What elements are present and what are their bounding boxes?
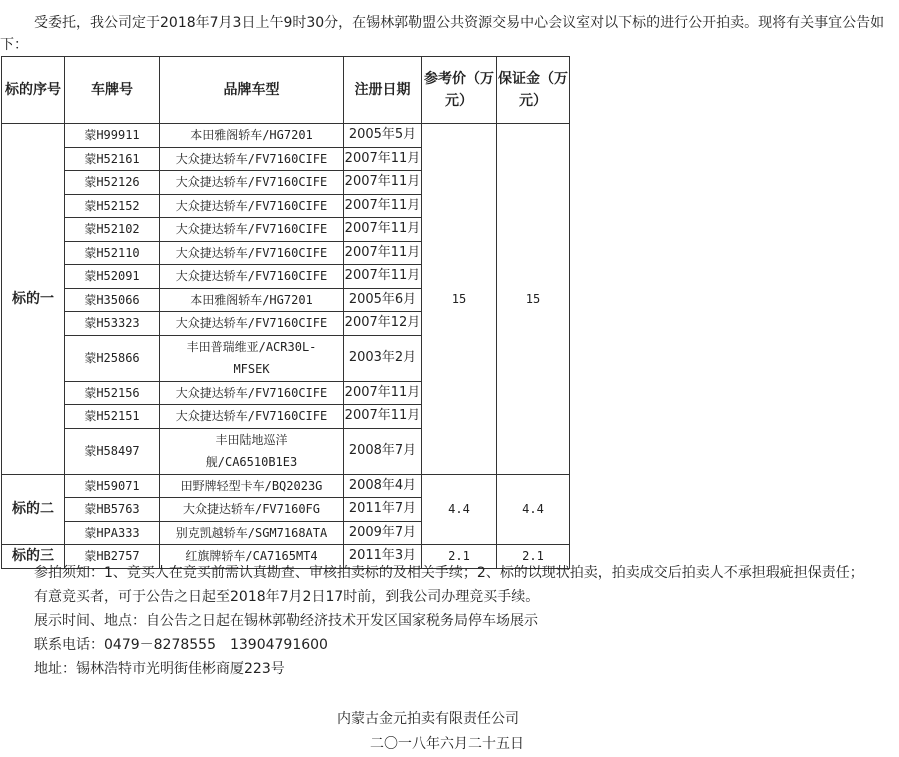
plate-cell: 蒙HB2757: [65, 545, 160, 569]
model-cell: 大众捷达轿车/FV7160CIFE: [160, 241, 344, 265]
notes-address: 地址：锡林浩特市光明街佳彬商厦223号: [34, 661, 285, 677]
register-date-cell: 2007年11月: [344, 241, 422, 265]
model-cell: 本田雅阁轿车/HG7201: [160, 288, 344, 312]
company-signature: 内蒙古金元拍卖有限责任公司: [337, 711, 519, 727]
model-cell: 丰田普瑞维亚/ACR30L-MFSEK: [160, 335, 344, 381]
plate-cell: 蒙H52102: [65, 218, 160, 242]
auction-table: [1, 56, 570, 569]
deposit-cell: 4.4: [497, 474, 570, 545]
table-header-row: [2, 57, 570, 124]
model-cell: 大众捷达轿车/FV7160CIFE: [160, 381, 344, 405]
notes-registration: 有意竞买者，可于公告之日起至2018年7月2日17时前，到我公司办理竞买手续。: [34, 589, 540, 605]
lot-name-cell: 标的一: [2, 124, 65, 475]
register-date-cell: 2007年11月: [344, 381, 422, 405]
register-date-cell: 2011年7月: [344, 498, 422, 522]
plate-cell: 蒙H58497: [65, 428, 160, 474]
header-register-date: 注册日期: [344, 57, 422, 124]
deposit-cell: 2.1: [497, 545, 570, 569]
notes-phone: 联系电话：0479－8278555 13904791600: [34, 637, 328, 653]
register-date-cell: 2005年6月: [344, 288, 422, 312]
register-date-cell: 2007年11月: [344, 218, 422, 242]
model-cell: 丰田陆地巡洋舰/CA6510B1E3: [160, 428, 344, 474]
plate-cell: 蒙H59071: [65, 474, 160, 498]
model-cell: 大众捷达轿车/FV7160CIFE: [160, 194, 344, 218]
plate-cell: 蒙H52151: [65, 405, 160, 429]
model-cell: 大众捷达轿车/FV7160CIFE: [160, 218, 344, 242]
register-date-cell: 2007年11月: [344, 194, 422, 218]
plate-cell: 蒙H52110: [65, 241, 160, 265]
plate-cell: 蒙H52152: [65, 194, 160, 218]
model-cell: 大众捷达轿车/FV7160CIFE: [160, 147, 344, 171]
model-cell: 本田雅阁轿车/HG7201: [160, 124, 344, 148]
notes-exhibition: 展示时间、地点：自公告之日起在锡林郭勒经济技术开发区国家税务局停车场展示: [34, 613, 538, 629]
reference-price-cell: 2.1: [422, 545, 497, 569]
register-date-cell: 2005年5月: [344, 124, 422, 148]
plate-cell: 蒙HPA333: [65, 521, 160, 545]
header-reference-price: 参考价（万元）: [422, 57, 497, 124]
register-date-cell: 2011年3月: [344, 545, 422, 569]
plate-cell: 蒙H35066: [65, 288, 160, 312]
register-date-cell: 2007年11月: [344, 405, 422, 429]
lot-name-cell: 标的三: [2, 545, 65, 569]
header-plate: 车牌号: [65, 57, 160, 124]
plate-cell: 蒙H99911: [65, 124, 160, 148]
register-date-cell: 2008年7月: [344, 428, 422, 474]
model-cell: 大众捷达轿车/FV7160CIFE: [160, 171, 344, 195]
reference-price-cell: 4.4: [422, 474, 497, 545]
plate-cell: 蒙H52161: [65, 147, 160, 171]
lot-name-cell: 标的二: [2, 474, 65, 545]
plate-cell: 蒙HB5763: [65, 498, 160, 522]
header-lot-number: 标的序号: [2, 57, 65, 124]
plate-cell: 蒙H25866: [65, 335, 160, 381]
model-cell: 大众捷达轿车/FV7160CIFE: [160, 265, 344, 289]
table-row: [2, 474, 570, 498]
register-date-cell: 2007年11月: [344, 171, 422, 195]
notes-terms: 参拍须知：1、竞买人在竞买前需认真勘查、审核拍卖标的及相关手续；2、标的以现状拍卖，拍卖成交后拍卖人不承担瑕疵担保责任；: [34, 565, 864, 581]
table-body: [2, 124, 570, 569]
register-date-cell: 2007年11月: [344, 147, 422, 171]
reference-price-cell: 15: [422, 124, 497, 475]
plate-cell: 蒙H52126: [65, 171, 160, 195]
deposit-cell: 15: [497, 124, 570, 475]
header-deposit: 保证金（万元）: [497, 57, 570, 124]
header-model: 品牌车型: [160, 57, 344, 124]
register-date-cell: 2007年11月: [344, 265, 422, 289]
notes-section: [0, 561, 895, 681]
plate-cell: 蒙H53323: [65, 312, 160, 336]
model-cell: 别克凯越轿车/SGM7168ATA: [160, 521, 344, 545]
model-cell: 田野牌轻型卡车/BQ2023G: [160, 474, 344, 498]
table-row: [2, 124, 570, 148]
register-date-cell: 2009年7月: [344, 521, 422, 545]
register-date-cell: 2003年2月: [344, 335, 422, 381]
register-date-cell: 2008年4月: [344, 474, 422, 498]
model-cell: 大众捷达轿车/FV7160CIFE: [160, 312, 344, 336]
register-date-cell: 2007年12月: [344, 312, 422, 336]
notice-date: 二〇一八年六月二十五日: [370, 736, 524, 752]
model-cell: 大众捷达轿车/FV7160FG: [160, 498, 344, 522]
model-cell: 红旗牌轿车/CA7165MT4: [160, 545, 344, 569]
model-cell: 大众捷达轿车/FV7160CIFE: [160, 405, 344, 429]
plate-cell: 蒙H52156: [65, 381, 160, 405]
plate-cell: 蒙H52091: [65, 265, 160, 289]
intro-paragraph: 受委托，我公司定于2018年7月3日上午9时30分，在锡林郭勒盟公共资源交易中心会议室对以下标的进行公开拍卖。现将有关事宜公告如下：: [0, 15, 885, 53]
